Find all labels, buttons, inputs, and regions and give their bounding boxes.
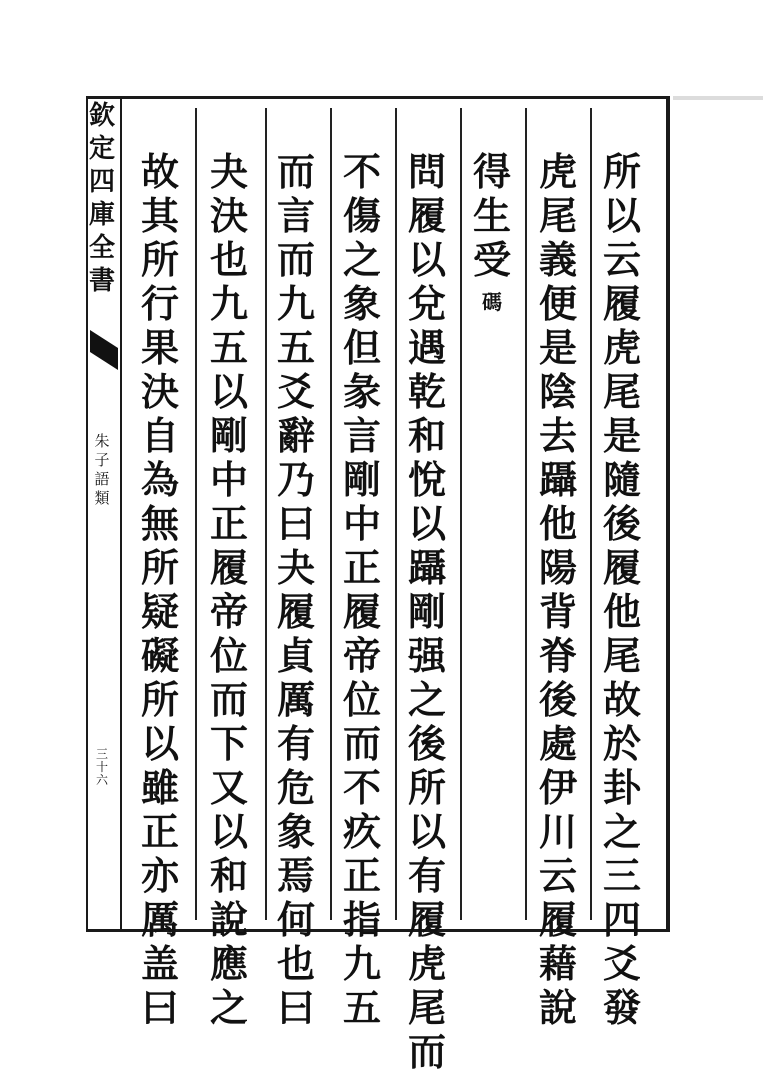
text-glyph: 去 <box>538 413 577 458</box>
text-glyph: 五 <box>209 325 248 370</box>
text-glyph: 也 <box>276 941 315 986</box>
text-glyph: 以 <box>407 237 446 282</box>
column-rule <box>525 108 527 920</box>
text-glyph: 兌 <box>407 281 446 326</box>
text-glyph: 剛 <box>342 457 381 502</box>
text-glyph: 曰 <box>276 501 315 546</box>
text-glyph: 帝 <box>209 589 248 634</box>
text-glyph: 正 <box>342 853 381 898</box>
text-glyph: 帝 <box>342 633 381 678</box>
text-glyph: 爻 <box>276 369 315 414</box>
text-glyph: 中 <box>342 501 381 546</box>
text-glyph: 九 <box>276 281 315 326</box>
text-glyph: 自 <box>140 413 179 458</box>
text-glyph: 生 <box>472 193 511 238</box>
margin-book-title-char: 朱 <box>94 432 110 450</box>
text-glyph: 履 <box>209 545 248 590</box>
column-rule <box>195 108 197 920</box>
text-glyph: 貞 <box>276 633 315 678</box>
margin-title-char: 欽 <box>88 101 115 131</box>
text-glyph: 履 <box>276 589 315 634</box>
text-glyph: 又 <box>209 765 248 810</box>
text-glyph: 說 <box>209 897 248 942</box>
text-glyph: 是 <box>602 413 641 458</box>
text-glyph: 虎 <box>538 149 577 194</box>
text-glyph: 乃 <box>276 457 315 502</box>
text-glyph: 無 <box>140 501 179 546</box>
text-glyph: 而 <box>276 149 315 194</box>
text-glyph: 躡 <box>407 545 446 590</box>
text-glyph: 卦 <box>602 765 641 810</box>
text-glyph: 問 <box>407 149 446 194</box>
text-glyph: 三 <box>602 853 641 898</box>
text-glyph: 中 <box>209 457 248 502</box>
text-glyph: 所 <box>140 677 179 722</box>
text-glyph: 曰 <box>276 985 315 1030</box>
text-glyph: 行 <box>140 281 179 326</box>
text-glyph: 九 <box>209 281 248 326</box>
text-glyph: 辭 <box>276 413 315 458</box>
text-glyph: 疚 <box>342 809 381 854</box>
text-glyph: 藉 <box>538 941 577 986</box>
text-glyph: 乾 <box>407 369 446 414</box>
text-glyph: 伊 <box>538 765 577 810</box>
text-glyph: 履 <box>602 545 641 590</box>
text-glyph: 夬 <box>276 545 315 590</box>
text-glyph: 於 <box>602 721 641 766</box>
margin-title-char: 全 <box>88 233 115 263</box>
text-glyph: 得 <box>472 149 511 194</box>
text-glyph: 而 <box>407 1029 446 1074</box>
text-glyph: 躡 <box>538 457 577 502</box>
text-glyph: 剛 <box>407 589 446 634</box>
text-glyph: 受 <box>472 237 511 282</box>
text-glyph: 危 <box>276 765 315 810</box>
text-glyph: 九 <box>342 941 381 986</box>
text-glyph: 焉 <box>276 853 315 898</box>
text-glyph: 以 <box>209 369 248 414</box>
text-glyph: 位 <box>342 677 381 722</box>
margin-title-char: 定 <box>88 134 115 164</box>
fishtail-mark-icon <box>90 330 118 370</box>
text-glyph: 所 <box>140 237 179 282</box>
text-glyph: 彖 <box>342 369 381 414</box>
margin-title-char: 書 <box>88 266 115 296</box>
text-glyph: 象 <box>342 281 381 326</box>
text-glyph: 之 <box>342 237 381 282</box>
text-glyph: 正 <box>342 545 381 590</box>
text-glyph: 厲 <box>276 677 315 722</box>
column-rule <box>265 108 267 920</box>
text-glyph: 說 <box>538 985 577 1030</box>
text-glyph: 以 <box>602 193 641 238</box>
text-glyph: 礙 <box>140 633 179 678</box>
text-glyph: 處 <box>538 721 577 766</box>
text-glyph: 以 <box>407 809 446 854</box>
text-column-7 <box>207 150 251 1030</box>
text-glyph: 五 <box>342 985 381 1030</box>
text-glyph: 而 <box>342 721 381 766</box>
text-glyph: 尾 <box>602 633 641 678</box>
margin-book-title-char: 類 <box>94 489 110 507</box>
text-glyph: 以 <box>209 809 248 854</box>
text-glyph: 云 <box>538 853 577 898</box>
text-glyph: 有 <box>407 853 446 898</box>
text-glyph: 正 <box>140 809 179 854</box>
text-glyph: 四 <box>602 897 641 942</box>
text-glyph: 言 <box>276 193 315 238</box>
margin-page-number-char: 三 <box>95 747 108 761</box>
text-glyph: 以 <box>407 501 446 546</box>
text-glyph: 爻 <box>602 941 641 986</box>
text-glyph: 不 <box>342 765 381 810</box>
text-glyph: 虎 <box>602 325 641 370</box>
text-glyph: 決 <box>140 369 179 414</box>
text-glyph: 脊 <box>538 633 577 678</box>
text-glyph: 象 <box>276 809 315 854</box>
text-glyph: 他 <box>602 589 641 634</box>
text-glyph: 後 <box>602 501 641 546</box>
text-glyph: 盖 <box>140 941 179 986</box>
text-glyph: 雖 <box>140 765 179 810</box>
column-rule <box>590 108 592 920</box>
margin-page-number-char: 六 <box>95 773 108 787</box>
text-glyph: 所 <box>140 545 179 590</box>
text-glyph: 强 <box>407 633 446 678</box>
text-column-5 <box>340 150 384 1030</box>
text-glyph: 所 <box>407 765 446 810</box>
text-glyph: 而 <box>209 677 248 722</box>
text-glyph: 義 <box>538 237 577 282</box>
text-glyph: 有 <box>276 721 315 766</box>
text-glyph: 也 <box>209 237 248 282</box>
text-glyph: 亦 <box>140 853 179 898</box>
text-glyph: 履 <box>602 281 641 326</box>
text-glyph: 為 <box>140 457 179 502</box>
margin-title <box>88 100 116 298</box>
column-rule <box>395 108 397 920</box>
text-column-4 <box>405 150 449 1074</box>
text-glyph: 言 <box>342 413 381 458</box>
text-glyph: 正 <box>209 501 248 546</box>
text-glyph: 是 <box>538 325 577 370</box>
text-glyph: 背 <box>538 589 577 634</box>
margin-title-char: 庫 <box>88 200 115 230</box>
text-glyph: 何 <box>276 897 315 942</box>
text-glyph: 但 <box>342 325 381 370</box>
text-glyph: 云 <box>602 237 641 282</box>
gutter-rule <box>120 96 122 929</box>
text-glyph: 指 <box>342 897 381 942</box>
text-glyph: 不 <box>342 149 381 194</box>
margin-book-title-char: 子 <box>94 451 110 469</box>
text-glyph: 履 <box>407 897 446 942</box>
text-glyph: 川 <box>538 809 577 854</box>
text-glyph: 故 <box>602 677 641 722</box>
text-glyph: 尾 <box>602 369 641 414</box>
text-glyph: 悅 <box>407 457 446 502</box>
text-glyph: 之 <box>602 809 641 854</box>
text-glyph: 曰 <box>140 985 179 1030</box>
margin-title-char: 四 <box>88 167 115 197</box>
text-glyph: 疑 <box>140 589 179 634</box>
text-glyph: 履 <box>407 193 446 238</box>
text-glyph: 隨 <box>602 457 641 502</box>
text-glyph: 遇 <box>407 325 446 370</box>
margin-page-number <box>88 748 116 787</box>
column-rule <box>460 108 462 920</box>
text-glyph: 傷 <box>342 193 381 238</box>
column-rule <box>330 108 332 920</box>
text-column-3 <box>470 150 514 314</box>
text-glyph: 履 <box>342 589 381 634</box>
annotation-glyph: 碼 <box>482 290 502 314</box>
text-glyph: 夬 <box>209 149 248 194</box>
page-edge-shade <box>673 96 763 100</box>
text-glyph: 履 <box>538 897 577 942</box>
text-glyph: 後 <box>538 677 577 722</box>
text-column-1 <box>600 150 644 1030</box>
text-glyph: 下 <box>209 721 248 766</box>
text-glyph: 五 <box>276 325 315 370</box>
text-glyph: 和 <box>407 413 446 458</box>
text-glyph: 虎 <box>407 941 446 986</box>
text-glyph: 果 <box>140 325 179 370</box>
page-frame-right-edge <box>666 96 670 932</box>
text-glyph: 陰 <box>538 369 577 414</box>
text-glyph: 應 <box>209 941 248 986</box>
text-glyph: 剛 <box>209 413 248 458</box>
text-glyph: 和 <box>209 853 248 898</box>
text-glyph: 他 <box>538 501 577 546</box>
text-glyph: 之 <box>407 677 446 722</box>
text-glyph: 決 <box>209 193 248 238</box>
text-glyph: 尾 <box>538 193 577 238</box>
text-glyph: 而 <box>276 237 315 282</box>
text-column-8 <box>138 150 182 1030</box>
text-column-2 <box>536 150 580 1030</box>
text-glyph: 所 <box>602 149 641 194</box>
text-glyph: 後 <box>407 721 446 766</box>
text-glyph: 位 <box>209 633 248 678</box>
text-column-6 <box>274 150 318 1030</box>
margin-book-title-char: 語 <box>94 470 110 488</box>
margin-book-title <box>88 432 116 508</box>
text-glyph: 之 <box>209 985 248 1030</box>
text-glyph: 便 <box>538 281 577 326</box>
text-glyph: 陽 <box>538 545 577 590</box>
text-glyph: 厲 <box>140 897 179 942</box>
margin-page-number-char: 十 <box>95 760 108 774</box>
text-glyph: 故 <box>140 149 179 194</box>
text-glyph: 其 <box>140 193 179 238</box>
text-glyph: 發 <box>602 985 641 1030</box>
text-glyph: 尾 <box>407 985 446 1030</box>
text-glyph: 以 <box>140 721 179 766</box>
